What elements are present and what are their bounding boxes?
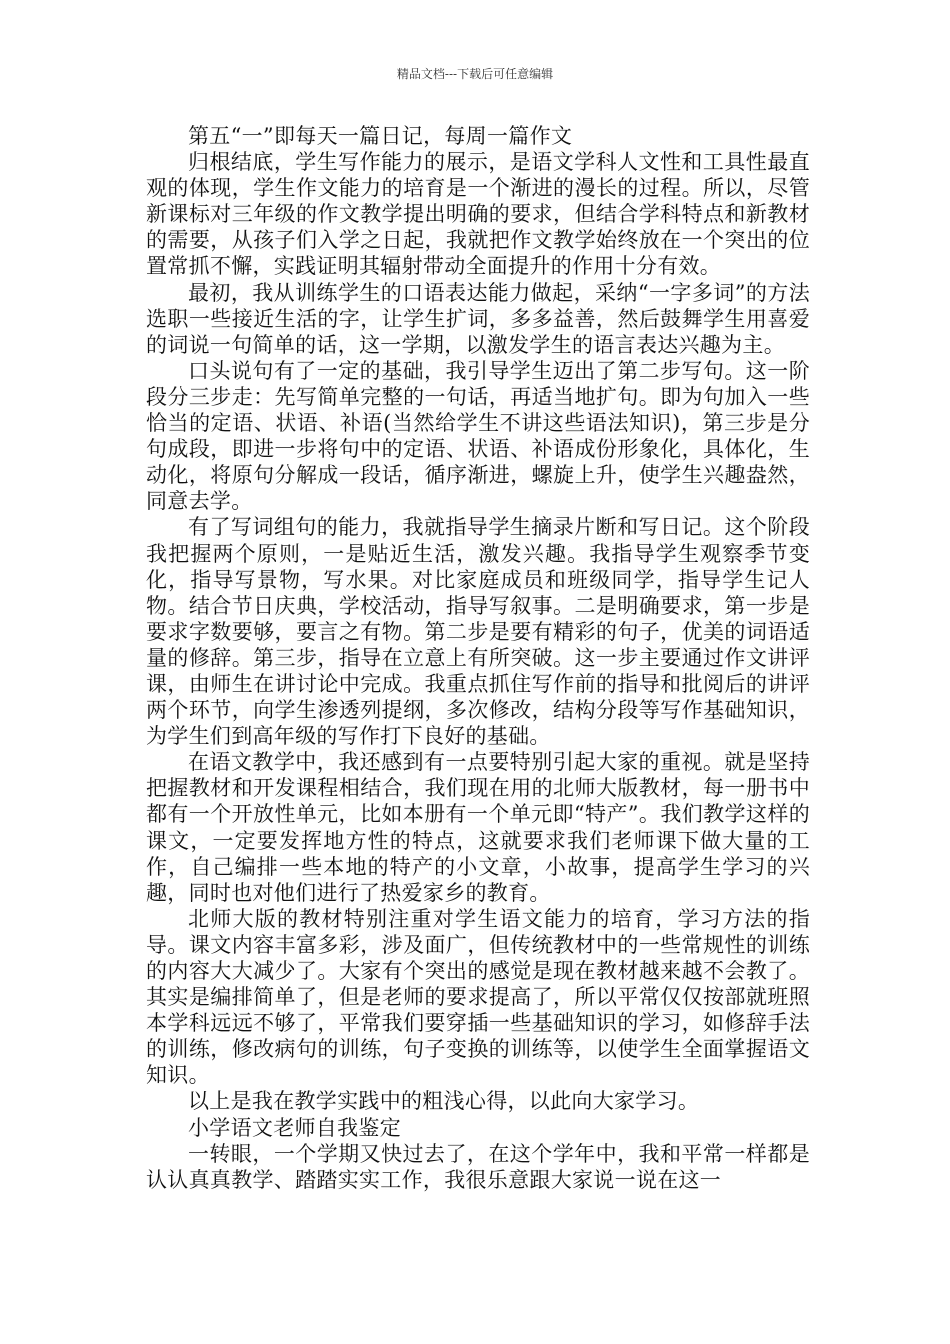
section-title: 小学语文老师自我鉴定 <box>188 1115 401 1140</box>
paragraph: 第五“一”即每天一篇日记，每周一篇作文 <box>188 124 573 148</box>
paragraph: 归根结底，学生写作能力的展示，是语文学科人文性和工具性最直观的体现，学生作文能力的培育是一个渐进的漫长的过程。所以，尽管新课标对三年级的作文教学提出明确的要求，但结合学科特点和新教材的需要，从孩子们入学之日起，我就把作文教学始终放在一个突出的位置常抓不懈，实践证明其辐射带动全面提升的作用十分有效。 <box>146 150 810 279</box>
paragraph: 口头说句有了一定的基础，我引导学生迈出了第二步写句。这一阶段分三步走：先写简单完整的一句话，再适当地扩句。即为句加入一些恰当的定语、状语、补语(当然给学生不讲这些语法知识)，第三步是分句成段，即进一步将句中的定语、状语、补语成份形象化，具体化，生动化，将原句分解成一段话，循序渐进，螺旋上升，使学生兴趣盎然，同意去学。 <box>146 358 810 514</box>
page-header: 精品文档---下载后可任意编辑 <box>396 67 554 81</box>
paragraph: 以上是我在教学实践中的粗浅心得，以此向大家学习。 <box>188 1089 700 1114</box>
document-body <box>146 123 810 1193</box>
paragraph: 最初，我从训练学生的口语表达能力做起，采纳“一字多词”的方法选职一些接近生活的字，让学生扩词，多多益善，然后鼓舞学生用喜爱的词说一句简单的话，这一学期，以激发学生的语言表达兴趣为主。 <box>146 280 810 357</box>
paragraph: 在语文教学中，我还感到有一点要特别引起大家的重视。就是坚持把握教材和开发课程相结合，我们现在用的北师大版教材，每一册书中都有一个开放性单元，比如本册有一个单元即“特产”。我们教学这样的课文，一定要发挥地方性的特点，这就要求我们老师课下做大量的工作，自己编排一些本地的特产的小文章，小故事，提高学生学习的兴趣，同时也对他们进行了热爱家乡的教育。 <box>146 750 810 905</box>
paragraph: 北师大版的教材特别注重对学生语文能力的培育，学习方法的指导。课文内容丰富多彩，涉及面广，但传统教材中的一些常规性的训练的内容大大减少了。大家有个突出的感觉是现在教材越来越不会教了。其实是编排简单了，但是老师的要求提高了，所以平常仅仅按部就班照本学科远远不够了，平常我们要穿插一些基础知识的学习，如修辞手法的训练，修改病句的训练，句子变换的训练等，以使学生全面掌握语文知识。 <box>146 906 810 1088</box>
paragraph: 一转眼，一个学期又快过去了，在这个学年中，我和平常一样都是认认真真教学、踏踏实实工作，我很乐意跟大家说一说在这一 <box>146 1141 810 1192</box>
paragraph: 有了写词组句的能力，我就指导学生摘录片断和写日记。这个阶段我把握两个原则，一是贴近生活，激发兴趣。我指导学生观察季节变化，指导写景物，写水果。对比家庭成员和班级同学，指导学生记人物。结合节日庆典，学校活动，指导写叙事。二是明确要求，第一步是要求字数要够，要言之有物。第二步是要有精彩的句子，优美的词语适量的修辞。第三步，指导在立意上有所突破。这一步主要通过作文讲评课，由师生在讲讨论中完成。我重点抓住写作前的指导和批阅后的讲评两个环节，向学生渗透列提纲，多次修改，结构分段等写作基础知识，为学生们到高年级的写作打下良好的基础。 <box>146 515 810 749</box>
